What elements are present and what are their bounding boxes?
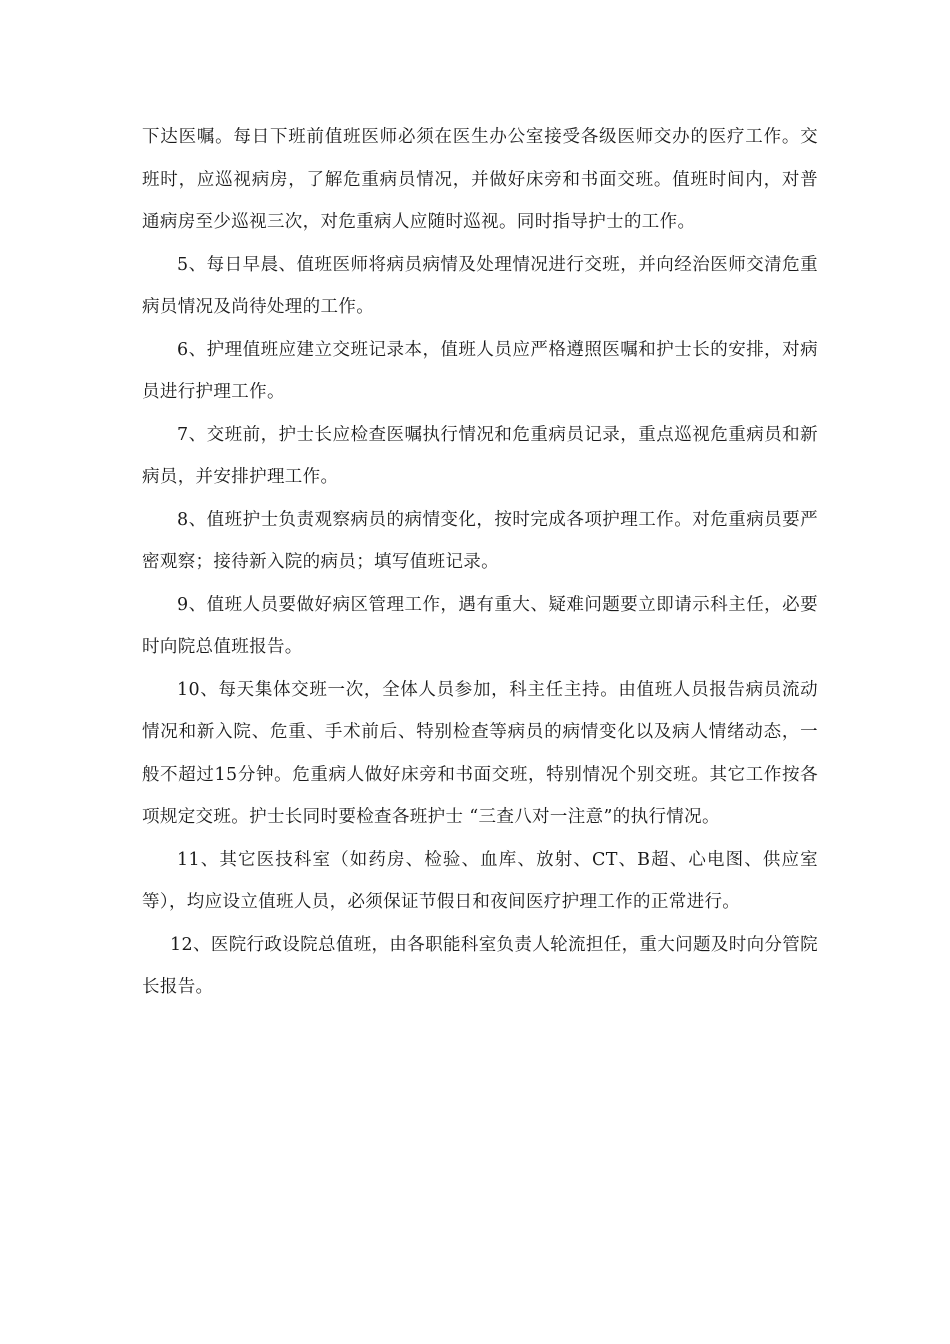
paragraph-item-5: 5、每日早晨、值班医师将病员病情及处理情况进行交班，并向经治医师交清危重病员情况及尚待处理的工作。 [142, 254, 818, 317]
document-body [142, 116, 818, 1009]
paragraph-item-12: 12、医院行政设院总值班，由各职能科室负责人轮流担任，重大问题及时向分管院长报告。 [142, 934, 818, 997]
paragraph-continuation: 下达医嘱。每日下班前值班医师必须在医生办公室接受各级医师交办的医疗工作。交班时，应巡视病房，了解危重病员情况，并做好床旁和书面交班。值班时间内，对普通病房至少巡视三次，对危重病人应随时巡视。同时指导护士的工作。 [142, 127, 818, 232]
paragraph-item-8: 8、值班护士负责观察病员的病情变化，按时完成各项护理工作。对危重病员要严密观察；接待新入院的病员；填写值班记录。 [142, 509, 818, 572]
paragraph-item-7: 7、交班前，护士长应检查医嘱执行情况和危重病员记录，重点巡视危重病员和新病员，并安排护理工作。 [142, 424, 818, 487]
paragraph-item-6: 6、护理值班应建立交班记录本，值班人员应严格遵照医嘱和护士长的安排，对病员进行护理工作。 [142, 339, 818, 402]
paragraph-item-10: 10、每天集体交班一次，全体人员参加，科主任主持。由值班人员报告病员流动情况和新入院、危重、手术前后、特别检查等病员的病情变化以及病人情绪动态，一般不超过15分钟。危重病人做好床旁和书面交班，特别情况个别交班。其它工作按各项规定交班。护士长同时要检查各班护士 “三查八对一注意”的执行情况。 [142, 679, 818, 827]
paragraph-item-9: 9、值班人员要做好病区管理工作，遇有重大、疑难问题要立即请示科主任，必要时向院总值班报告。 [142, 594, 818, 657]
paragraph-item-11: 11、其它医技科室（如药房、检验、血库、放射、CT、B超、心电图、供应室等），均应设立值班人员，必须保证节假日和夜间医疗护理工作的正常进行。 [142, 849, 818, 912]
